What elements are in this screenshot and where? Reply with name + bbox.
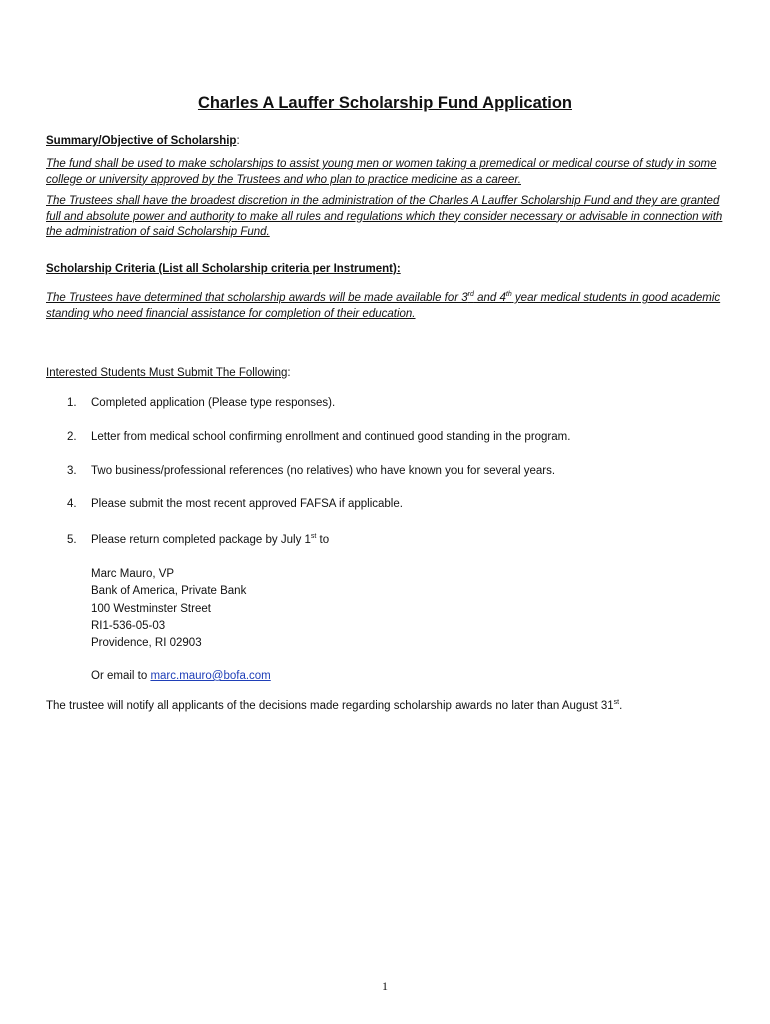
list-item: Completed application (Please type responses). [91, 397, 336, 409]
footer-note [46, 700, 622, 712]
summary-paragraph-2: The Trustees shall have the broadest discretion in the administration of the Charles A Lauffer Scholarship Fund and they are granted full and absolute power and authority to make all rules and regulations which they consider necessary or advisable in connection with the administration of said Scholarship Fund. [46, 195, 723, 238]
deadline-text-after: to [316, 534, 330, 546]
list-item-number: 3. [67, 465, 77, 477]
list-item-number: 4. [67, 498, 77, 510]
address-line: Bank of America, Private Bank [91, 585, 247, 598]
email-link[interactable]: marc.mauro@bofa.com [150, 670, 271, 682]
summary-heading-line [46, 135, 240, 147]
summary-paragraph-1: The fund shall be used to make scholarships to assist young men or women taking a premedical or medical course of study in some college or university approved by the Trustees and who plan to practice medicine as a career. [46, 158, 717, 186]
criteria-heading-line [46, 263, 401, 275]
criteria-text-c: year medical students in good academic standing who need financial assistance for completion of their education. [46, 292, 721, 320]
list-item-number: 5. [67, 534, 77, 546]
page-number: 1 [382, 979, 388, 993]
footer-sup: st [613, 699, 620, 707]
email-prefix: Or email to [91, 670, 151, 682]
footer-text: The trustee will notify all applicants of the decisions made regarding scholarship awards no later than August 31 [46, 700, 614, 712]
list-item [91, 534, 329, 546]
list-item: Letter from medical school confirming enrollment and continued good standing in the program. [91, 431, 571, 443]
list-item: Two business/professional references (no relatives) who have known you for several years. [91, 465, 556, 477]
list-item: Please submit the most recent approved FAFSA if applicable. [91, 498, 403, 510]
criteria-text-b: and 4 [473, 292, 506, 304]
list-item-number: 1. [67, 397, 77, 409]
footer-end: . [619, 700, 623, 712]
summary-heading-colon: : [236, 135, 240, 147]
submit-heading-colon: : [287, 367, 291, 379]
page-title: Charles A Lauffer Scholarship Fund Application [197, 94, 573, 112]
criteria-paragraph [46, 291, 736, 322]
address-line: Marc Mauro, VP [91, 568, 175, 580]
deadline-sup: st [310, 533, 317, 541]
deadline-text: Please return completed package by July 1 [91, 534, 311, 546]
address-line: Providence, RI 02903 [91, 637, 202, 650]
criteria-text-a: The Trustees have determined that scholarship awards will be made available for 3 [46, 292, 468, 304]
criteria-heading: Scholarship Criteria (List all Scholarship criteria per Instrument): [46, 263, 401, 275]
email-line [91, 670, 271, 682]
address-line: 100 Westminster Street [91, 602, 211, 615]
submit-heading-line [46, 367, 291, 379]
criteria-sup-th: th [505, 291, 512, 299]
list-item-number: 2. [67, 431, 77, 443]
summary-heading: Summary/Objective of Scholarship [46, 135, 237, 147]
submit-heading: Interested Students Must Submit The Following [46, 367, 288, 379]
criteria-sup-rd: rd [467, 291, 474, 299]
mailing-address [91, 566, 246, 652]
address-line: RI1-536-05-03 [91, 619, 166, 632]
